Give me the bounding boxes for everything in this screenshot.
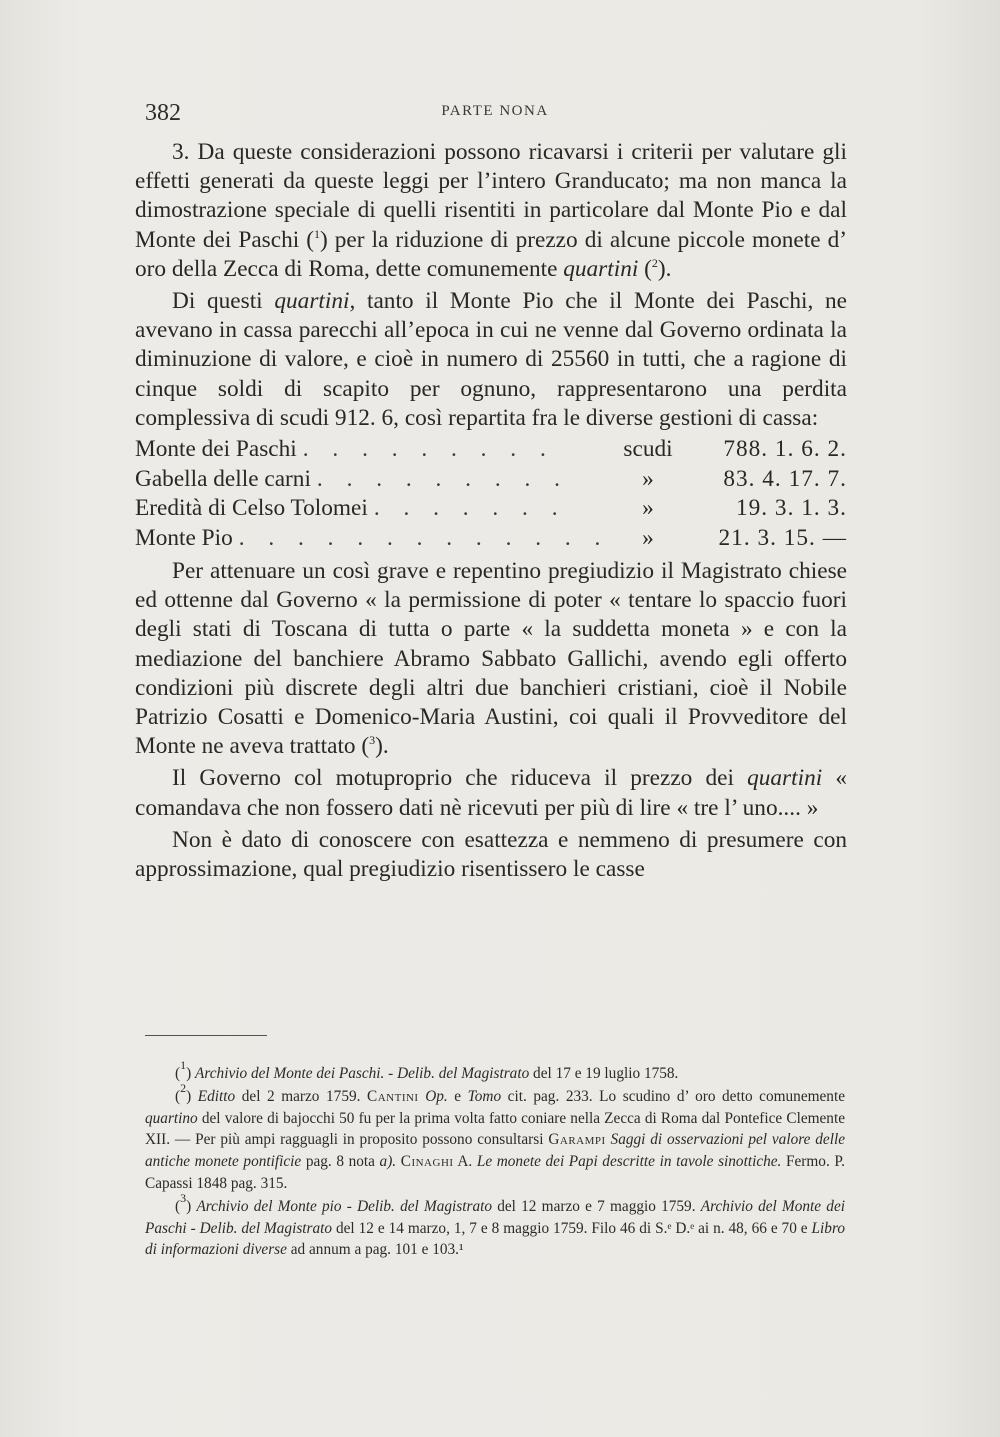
footnote-2-text: e <box>447 1087 468 1105</box>
footnote-2-text: A. <box>453 1153 477 1171</box>
paragraph-2-italic: quartini, <box>274 288 356 315</box>
ledger-unit: » <box>642 524 654 551</box>
ledger-account: Eredità di Celso Tolomei <box>135 495 368 522</box>
footnote-1-source: Archivio del Monte dei Paschi. - Delib. del Magistrato <box>195 1065 530 1082</box>
paragraph-2 <box>135 287 847 433</box>
ledger-row <box>135 494 847 524</box>
paragraph-1-text-end: ). <box>657 255 672 282</box>
footnote-1: ($^1$) Archivio del Monte dei Paschi. - Delib. del Magistrato del 17 e 19 luglio 1758. <box>175 1058 679 1082</box>
ledger-row <box>135 465 847 495</box>
footnote-ref-1: 1 <box>313 226 320 241</box>
footnote-2-italic: Tomo <box>467 1087 502 1105</box>
paragraph-5: Non è dato di conoscere con esattezza e nemmeno di presumere con approssimazione, qual pregiudizio risentissero le casse <box>135 826 847 883</box>
footnote-2-italic: quartino <box>145 1109 198 1127</box>
ledger-unit: » <box>642 465 654 492</box>
paragraph-3-text: Per attenuare un così grave e repentino pregiudizio il Magistrato chiese ed ottenne dal Governo « la permissione di poter « tentare lo spaccio fuori degli stati di Toscana di tutta o parte « la suddetta moneta » e con la mediazione del banchiere Abramo Sabbato Gallichi, avendo egli offerto condizioni più discrete degli altri due banchieri cristiani, cioè il Nobile Patrizio Cosatti e Domenico-Maria Austini, coi quali il Provveditore del Monte ne aveva trattato ( <box>135 558 847 760</box>
footnote-3-text: del 12 e 14 marzo, 1, 7 e 8 maggio 1759. Filo 46 di S.ᵉ D.ᵉ ai n. 48, 66 e 70 e <box>332 1219 812 1237</box>
footnote-ref-3: 3 <box>369 733 376 748</box>
footnote-2-author: Cinaghi <box>400 1153 454 1171</box>
footnote-2-italic: Op. <box>425 1087 448 1105</box>
footnote-1-text: del 17 e 19 luglio 1758. <box>529 1065 679 1082</box>
footnotes <box>145 1058 846 1262</box>
paragraph-4-text-cont: « comandava che non fossero dati nè ricevuti per più di lire « tre l’ uno.... » <box>135 765 847 821</box>
ledger-amount: 21. 3. 15. — <box>718 524 847 551</box>
footnote-2: ($^2$) Editto del 2 marzo 1759. Cantini Op. e Tomo cit. pag. 233. Lo scudino d’ oro detto comunemente quartino del valore di bajocchi 50 fu per la prima volta fatto coniare nella Zecca di Roma dal Pontefice Clemente XII. — Per più ampi ragguagli in proposito possono consultarsi Garampi Saggi di osservazioni pel valore delle antiche monete pontificie pag. 8 nota a). Cinaghi A. Le monete dei Papi descritte in tavole sinottiche. Fermo. P. Capassi 1848 pag. 315. <box>145 1080 846 1192</box>
footnote-3-text: ad annum a pag. 101 e 103.¹ <box>286 1241 464 1259</box>
ledger-amount: 788. 1. 6. 2. <box>723 436 847 463</box>
footnote-2-italic: Le monete dei Papi descritte in tavole sinottiche. <box>476 1153 782 1171</box>
ledger-amount: 19. 3. 1. 3. <box>735 495 847 522</box>
footnote-3-mark: 3 <box>180 1190 187 1205</box>
main-text <box>135 138 847 884</box>
ledger-row <box>135 435 847 465</box>
ledger-leader-dots: . . . . . . . . . <box>302 436 555 463</box>
paragraph-1-text: 3. Da queste considerazioni possono ricavarsi i criterii per valutare gli effetti generati da queste leggi per l’intero Granducato; ma non manca la dimostrazione speciale di quelli risentiti in particolare dal Monte Pio e dal Monte dei Paschi ( <box>135 139 847 253</box>
paragraph-2-text: Di questi <box>172 288 275 315</box>
ledger-unit: » <box>642 495 654 522</box>
ledger-account: Monte dei Paschi <box>135 436 297 463</box>
footnote-2-italic: Saggi di osservazioni pel valore delle antiche monete pontificie <box>145 1131 845 1171</box>
page-header <box>145 100 845 134</box>
paragraph-1 <box>135 138 847 284</box>
paragraph-4-text: Il Governo col motuproprio che riduceva il prezzo dei <box>172 765 748 792</box>
footnote-2-text: del 2 marzo 1759. <box>235 1087 368 1105</box>
footnote-3-italic: Archivio del Monte dei Paschi - Delib. del Magistrato <box>145 1197 845 1237</box>
paragraph-3 <box>135 557 847 761</box>
paragraph-2-text-cont: tanto il Monte Pio che il Monte dei Paschi, ne avevano in cassa parecchi all’epoca in cui ne venne dal Governo ordinata la diminuzione di valore, e cioè in numero di 25560 in tutti, che a ragione di cinque soldi di scapito per ognuno, rappresentarono una perdita complessiva di scudi 912. 6, così repartita fra le diverse gestioni di cassa: <box>135 288 847 431</box>
paragraph-3-text-end: ). <box>375 733 389 760</box>
footnote-ref-2: 2 <box>651 255 658 270</box>
footnote-3-text: del 12 marzo e 7 maggio 1759. <box>492 1197 701 1215</box>
ledger-account: Monte Pio <box>135 524 233 551</box>
footnote-3-italic: Libro di informazioni diverse <box>145 1219 845 1259</box>
paragraph-4 <box>135 764 847 822</box>
footnote-2-text: cit. pag. 233. Lo scudino d’ oro detto comunemente <box>501 1087 845 1105</box>
footnote-2-text: del valore di bajocchi 50 fu per la prima volta fatto coniare nella Zecca di Roma dal Pontefice Clemente XII. — Per più ampi ragguagli in proposito possono consultarsi <box>145 1109 845 1149</box>
footnote-2-author: Garampi <box>548 1131 606 1149</box>
footnote-3-italic: Archivio del Monte pio - Delib. del Magistrato <box>196 1197 493 1215</box>
paragraph-1-text-cont2: ( <box>638 255 652 282</box>
footnote-2-text: pag. 8 nota <box>301 1153 380 1171</box>
footnote-2-italic: Editto <box>197 1087 236 1105</box>
running-head: PARTE NONA <box>441 103 549 119</box>
ledger-leader-dots: . . . . . . . . . <box>316 465 569 492</box>
paragraph-1-text-cont: ) per la riduzione di prezzo di alcune piccole monete d’ oro della Zecca di Roma, dette comunemente <box>135 226 847 282</box>
footnote-2-text: Fermo. P. Capassi 1848 pag. 315. <box>145 1153 846 1192</box>
footnote-1-mark: 1 <box>180 1058 187 1072</box>
paragraph-4-italic: quartini <box>747 765 823 792</box>
ledger-leader-dots: . . . . . . . <box>373 495 567 522</box>
footnote-2-mark: 2 <box>180 1080 187 1095</box>
ledger-unit: scudi <box>623 436 673 463</box>
page-number: 382 <box>145 100 181 126</box>
footnote-2-italic: a). <box>379 1153 397 1171</box>
paragraph-1-italic: quartini <box>563 255 639 282</box>
ledger-leader-dots: . . . . . . . . . . . . . <box>238 524 609 551</box>
footnote-2-author: Cantini <box>367 1087 419 1105</box>
cash-ledger <box>135 435 847 553</box>
ledger-account: Gabella delle carni <box>135 465 311 492</box>
ledger-amount: 83. 4. 17. 7. <box>723 465 847 492</box>
footnote-divider <box>145 1035 267 1036</box>
footnote-3: ($^3$) Archivio del Monte pio - Delib. del Magistrato del 12 marzo e 7 maggio 1759. Archivio del Monte dei Paschi - Delib. del Magistrato del 12 e 14 marzo, 1, 7 e 8 maggio 1759. Filo 46 di S.ᵉ D.ᵉ ai n. 48, 66 e 70 e Libro di informazioni diverse ad annum a pag. 101 e 103.¹ <box>145 1190 845 1259</box>
ledger-row <box>135 524 847 554</box>
